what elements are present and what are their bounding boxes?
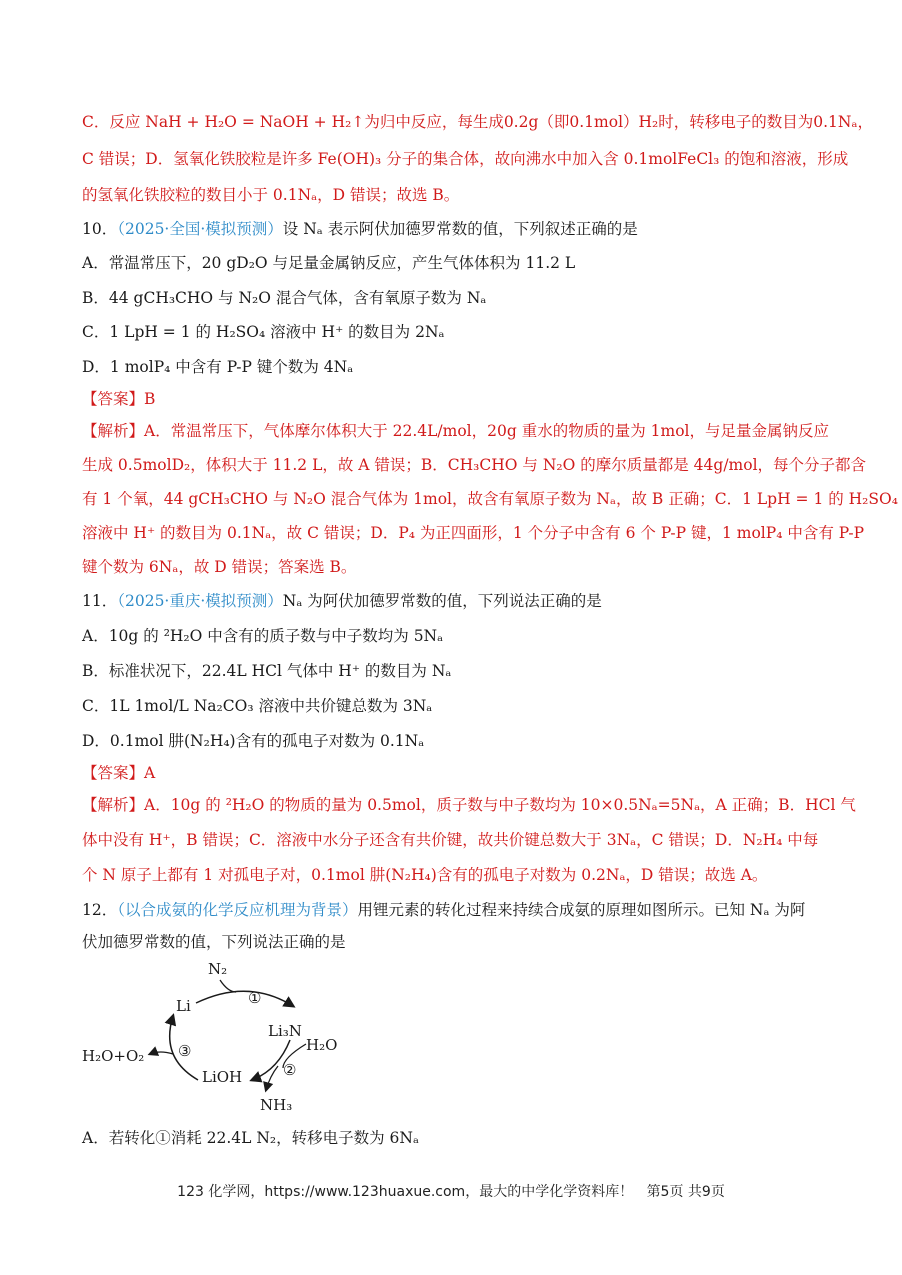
label-li: Li xyxy=(176,997,191,1015)
question-12-stem-cont: 伏加德罗常数的值，下列说法正确的是 xyxy=(82,933,346,951)
analysis-line: 有 1 个氧，44 gCH₃CHO 与 N₂O 混合气体为 1mol，故含有氧原子数为 Nₐ，故 B 正确；C．1 LpH = 1 的 H₂SO₄ xyxy=(82,490,898,508)
option-d: D．1 molP₄ 中含有 P-P 键个数为 4Nₐ xyxy=(82,358,354,376)
arrow-nh3-out xyxy=(266,1066,278,1090)
question-number: 10． xyxy=(82,220,118,238)
step-1-label: ① xyxy=(248,989,262,1007)
source-tag: （2025·全国·模拟预测） xyxy=(117,220,283,238)
label-n2: N₂ xyxy=(208,960,228,978)
question-10-stem: 10．（2025·全国·模拟预测）设 Nₐ 表示阿伏加德罗常数的值，下列叙述正确的是 xyxy=(82,220,638,238)
page-number: 第5页 共9页 xyxy=(646,1184,725,1200)
analysis-line: 个 N 原子上都有 1 对孤电子对，0.1mol 肼(N₂H₄)含有的孤电子对数为 0.2Nₐ，D 错误；故选 A。 xyxy=(82,866,768,884)
option-a: A．若转化①消耗 22.4L N₂，转移电子数为 6Nₐ xyxy=(82,1129,419,1147)
option-d: D．0.1mol 肼(N₂H₄)含有的孤电子对数为 0.1Nₐ xyxy=(82,732,425,750)
text-line: 的氢氧化铁胶粒的数目小于 0.1Nₐ，D 错误；故选 B。 xyxy=(82,186,460,204)
source-tag: （2025·重庆·模拟预测） xyxy=(117,592,283,610)
question-11-stem: 11．（2025·重庆·模拟预测）Nₐ 为阿伏加德罗常数的值，下列说法正确的是 xyxy=(82,592,602,610)
arrow-li-to-li3n xyxy=(196,991,293,1006)
analysis-line: 生成 0.5molD₂，体积大于 11.2 L，故 A 错误；B．CH₃CHO 与 N₂O 的摩尔质量都是 44g/mol，每个分子都含 xyxy=(82,456,867,474)
label-li3n: Li₃N xyxy=(268,1022,302,1040)
analysis-line: 键个数为 6Nₐ，故 D 错误；答案选 B。 xyxy=(82,558,357,576)
analysis-line: 【解析】A．常温常压下，气体摩尔体积大于 22.4L/mol，20g 重水的物质的量为 1mol，与足量金属钠反应 xyxy=(82,422,829,440)
analysis-line: 【解析】A．10g 的 ²H₂O 的物质的量为 0.5mol，质子数与中子数均为 10×0.5Nₐ=5Nₐ，A 正确；B．HCl 气 xyxy=(82,796,856,814)
label-nh3: NH₃ xyxy=(260,1096,293,1114)
arrow-n2-in xyxy=(220,980,236,992)
analysis-line: 体中没有 H⁺，B 错误；C．溶液中水分子还含有共价键，故共价键总数大于 3Nₐ，C 错误；D．N₂H₄ 中每 xyxy=(82,831,819,849)
option-c: C．1L 1mol/L Na₂CO₃ 溶液中共价键总数为 3Nₐ xyxy=(82,697,433,715)
option-a: A．常温常压下，20 gD₂O 与足量金属钠反应，产生气体体积为 11.2 L xyxy=(82,254,576,272)
option-b: B．44 gCH₃CHO 与 N₂O 混合气体，含有氧原子数为 Nₐ xyxy=(82,289,487,307)
label-lioh: LiOH xyxy=(202,1068,243,1086)
step-2-label: ② xyxy=(283,1061,297,1079)
arrow-h2o-o2-out xyxy=(150,1052,173,1054)
label-h2o-o2: H₂O+O₂ xyxy=(82,1047,145,1065)
answer: 【答案】A xyxy=(82,764,156,782)
question-12-stem: 12．（以合成氨的化学反应机理为背景）用锂元素的转化过程来持续合成氨的原理如图所示。已知 Nₐ 为阿 xyxy=(82,901,806,919)
option-a: A．10g 的 ²H₂O 中含有的质子数与中子数均为 5Nₐ xyxy=(82,627,444,645)
option-b: B．标准状况下，22.4L HCl 气体中 H⁺ 的数目为 Nₐ xyxy=(82,662,452,680)
option-c: C．1 LpH = 1 的 H₂SO₄ 溶液中 H⁺ 的数目为 2Nₐ xyxy=(82,323,445,341)
source-tag: （以合成氨的化学反应机理为背景） xyxy=(117,901,358,919)
text-line: C 错误；D．氢氧化铁胶粒是许多 Fe(OH)₃ 分子的集合体，故向沸水中加入含 0.1molFeCl₃ 的饱和溶液，形成 xyxy=(82,150,849,168)
text-line: C．反应 NaH + H₂O = NaOH + H₂↑为归中反应，每生成0.2g（即0.1mol）H₂时，转移电子的数目为0.1Nₐ， xyxy=(82,113,873,131)
question-number: 12． xyxy=(82,901,118,919)
answer: 【答案】B xyxy=(82,390,156,408)
label-h2o: H₂O xyxy=(306,1036,338,1054)
question-number: 11． xyxy=(82,592,118,610)
page-footer xyxy=(0,1181,902,1201)
step-3-label: ③ xyxy=(178,1042,192,1060)
footer-site: 123 化学网，https://www.123huaxue.com，最大的中学化学资料库！ xyxy=(177,1184,634,1200)
lithium-cycle-diagram xyxy=(78,958,378,1123)
analysis-line: 溶液中 H⁺ 的数目为 0.1Nₐ，故 C 错误；D．P₄ 为正四面形，1 个分子中含有 6 个 P-P 键，1 molP₄ 中含有 P-P xyxy=(82,524,865,542)
